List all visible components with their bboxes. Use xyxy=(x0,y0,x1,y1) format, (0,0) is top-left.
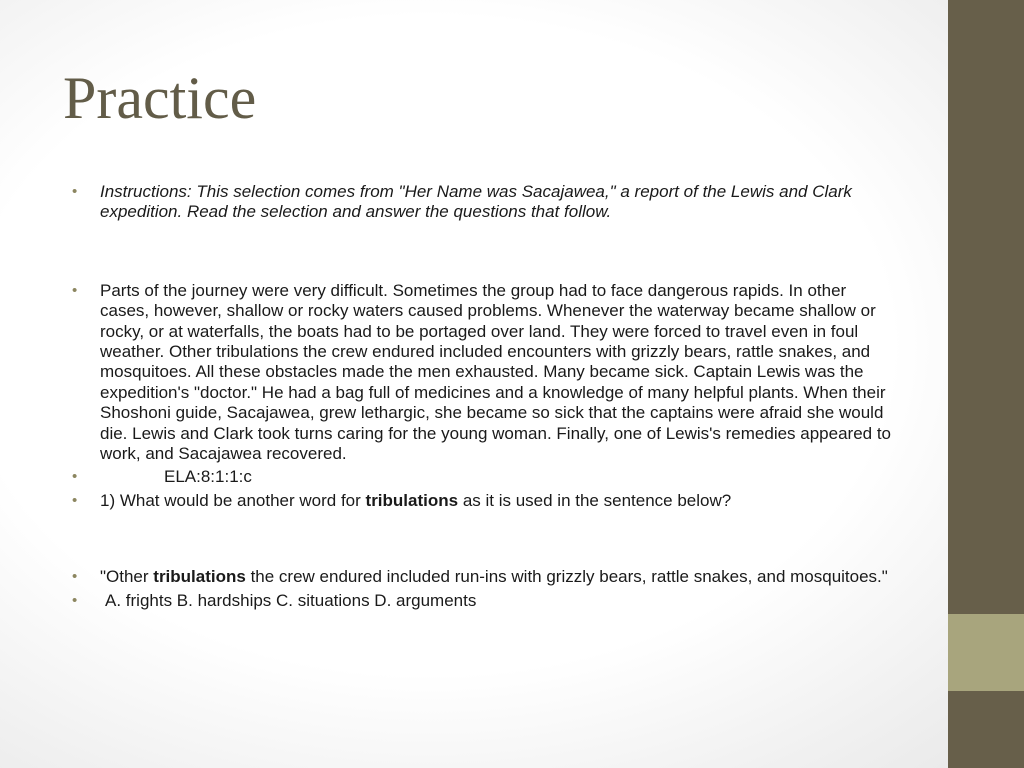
bullet-icon: • xyxy=(72,281,78,299)
question-text xyxy=(100,491,898,511)
bullet-choices xyxy=(72,591,898,611)
slide-title: Practice xyxy=(63,65,257,131)
question-prefix: 1) What would be another word for xyxy=(100,490,366,510)
quote-prefix: "Other xyxy=(100,567,154,587)
bullet-instructions xyxy=(72,182,898,223)
bullet-standard xyxy=(72,467,898,487)
bullet-icon: • xyxy=(72,591,78,609)
bullet-quote xyxy=(72,567,898,587)
bullet-icon: • xyxy=(72,568,78,586)
sidebar-accent-block xyxy=(948,614,1024,691)
bullet-icon: • xyxy=(72,491,78,509)
instructions-text: Instructions: This selection comes from "Her Name was Sacajawea," a report of the Lewis and Clark expedition. Read the selection and answer the questions that follow. xyxy=(100,182,852,222)
bullet-list xyxy=(72,182,898,611)
answer-choices: A. frights B. hardships C. situations D. arguments xyxy=(105,590,477,610)
question-keyword: tribulations xyxy=(365,490,459,510)
sidebar-decoration xyxy=(948,0,1024,768)
quote-suffix: the crew endured included run-ins with grizzly bears, rattle snakes, and mosquitoes." xyxy=(245,567,888,587)
passage-text: Parts of the journey were very difficult. Sometimes the group had to face dangerous rapids. In other cases, however, shallow or rocky waters caused problems. Whenever the waterway became shallow or rocky, or at waterfalls, the boats had to be portaged over land. They were forced to travel even in foul weather. Other tribulations the crew endured included encounters with grizzly bears, rattle snakes, and mosquitoes. All these obstacles made the men exhausted. Many became sick. Captain Lewis was the expedition's "doctor." He had a bag full of medicines and a knowledge of many helpful plants. When their Shoshoni guide, Sacajawea, grew lethargic, she became so sick that the captains were afraid she would die. Lewis and Clark took turns caring for the young woman. Finally, one of Lewis's remedies appeared to work, and Sacajawea recovered. xyxy=(100,280,892,464)
question-suffix: as it is used in the sentence below? xyxy=(458,490,732,510)
quote-text xyxy=(100,567,898,587)
standard-code: ELA:8:1:1:c xyxy=(164,467,252,487)
bullet-icon: • xyxy=(72,183,78,200)
quote-keyword: tribulations xyxy=(153,567,246,587)
bullet-question xyxy=(72,491,898,511)
bullet-passage xyxy=(72,281,898,465)
bullet-icon: • xyxy=(72,468,78,486)
